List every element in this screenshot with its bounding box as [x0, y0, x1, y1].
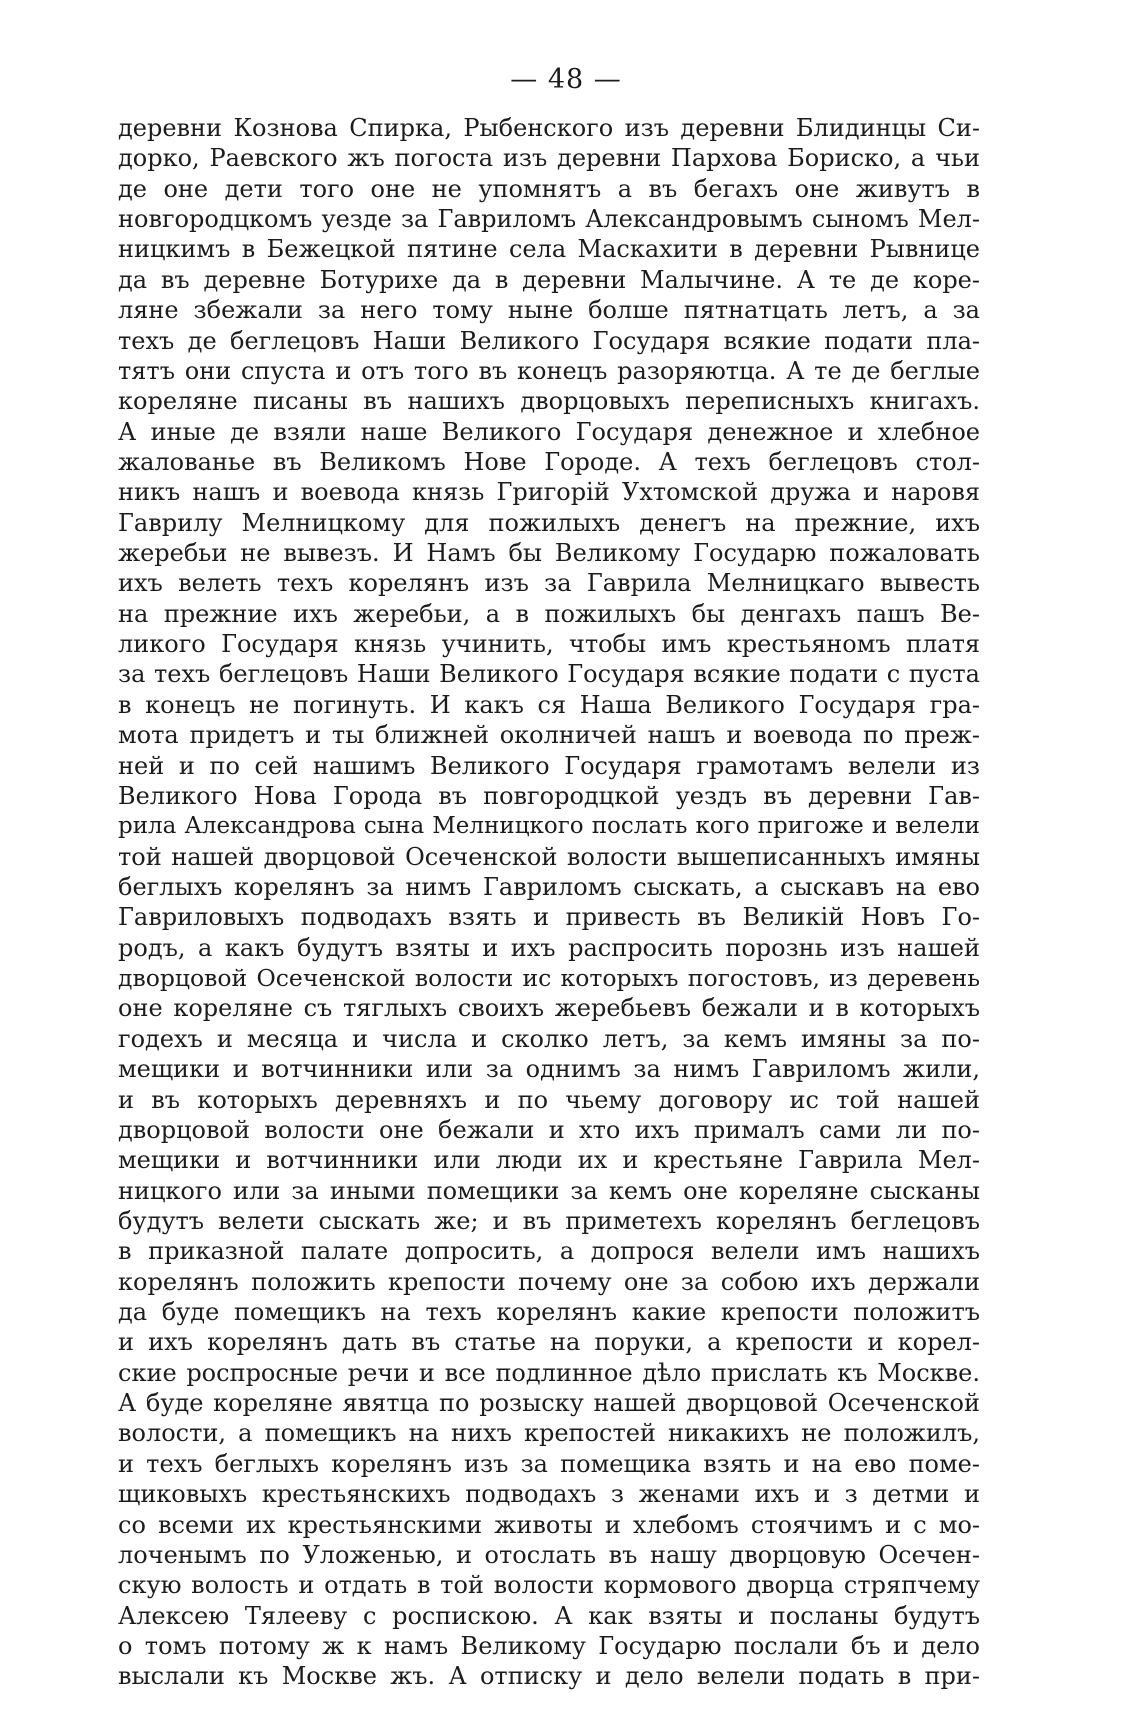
text-line: дворцовой Осеченской волости ис которыхъ погостовъ, из деревень — [118, 964, 980, 993]
page-number: — 48 — — [510, 64, 622, 95]
text-line: кореляне писаны въ нашихъ дворцовыхъ переписныхъ книгахъ. — [118, 387, 980, 416]
text-line: ские роспросные речи и все подлинное дѣло прислать къ Москве. — [118, 1358, 980, 1387]
text-line: ней и по сей нашимъ Великого Государя грамотамъ велели из — [118, 751, 980, 780]
text-line: со всеми их крестьянскими животы и хлебомъ стоячимъ и с мо- — [118, 1510, 980, 1539]
text-line: и ихъ корелянъ дать въ статье на поруки, а крепости и корел- — [118, 1328, 980, 1357]
text-line: и въ которыхъ деревняхъ и по чьему договору ис той нашей — [118, 1085, 980, 1114]
text-line: мещики и вотчинники или люди их и крестьяне Гаврила Мел- — [118, 1146, 980, 1175]
text-line: и техъ беглыхъ корелянъ изъ за помещика взять и на ево поме- — [118, 1449, 980, 1478]
text-line: лоченымъ по Уложенью, и отослать въ нашу дворцовую Осечен- — [118, 1540, 980, 1569]
text-line: ликого Государя князь учинить, чтобы имъ крестьяномъ платя — [118, 630, 980, 659]
text-line: годехъ и месяца и числа и сколко летъ, за кемъ имяны за по- — [118, 1024, 980, 1053]
text-line: дорко, Раевского жъ погоста изъ деревни Пархова Бориско, а чьи — [118, 144, 980, 173]
body-text — [118, 113, 980, 1692]
text-line: тятъ они спуста и отъ того въ конецъ разоряютца. А те де беглые — [118, 356, 980, 385]
text-line: оне кореляне съ тяглыхъ своихъ жеребьевъ бежали и в которыхъ — [118, 994, 980, 1023]
text-line: волости, а помещикъ на нихъ крепостей никакихъ не положилъ, — [118, 1419, 980, 1448]
text-line: да буде помещикъ на техъ корелянъ какие крепости положитъ — [118, 1298, 980, 1327]
text-line: ляне збежали за него тому ныне болше пятнатцать летъ, а за — [118, 296, 980, 325]
text-line: мота придетъ и ты ближней околничей нашъ и воевода по преж- — [118, 721, 980, 750]
text-line: А буде кореляне явятца по розыску нашей дворцовой Осеченской — [118, 1389, 980, 1418]
text-line: Великого Нова Города въ повгородцкой уездъ въ деревни Гав- — [118, 781, 980, 810]
text-line: выслали къ Москве жъ. А отписку и дело велели подать в при- — [118, 1662, 980, 1691]
text-line: Алексею Тялееву с роспискою. А как взяты и посланы будутъ — [118, 1601, 980, 1630]
text-line: на прежние ихъ жеребьи, а в пожилыхъ бы денгахъ пашъ Ве- — [118, 599, 980, 628]
text-line: жалованье въ Великомъ Нове Городе. А техъ беглецовъ стол- — [118, 447, 980, 476]
text-line: родъ, а какъ будутъ взяты и ихъ распросить порознь изъ нашей — [118, 933, 980, 962]
text-line: дворцовой волости оне бежали и хто ихъ прималъ сами ли по- — [118, 1115, 980, 1144]
text-line: корелянъ положить крепости почему оне за собою ихъ держали — [118, 1267, 980, 1296]
text-line: де оне дети того оне не упомнятъ а въ бегахъ оне живутъ в — [118, 174, 980, 203]
text-line: мещики и вотчинники или за однимъ за нимъ Гавриломъ жили, — [118, 1055, 980, 1084]
text-line: техъ де беглецовъ Наши Великого Государя всякие подати пла- — [118, 326, 980, 355]
text-line: в конецъ не погинуть. И какъ ся Наша Великого Государя гра- — [118, 690, 980, 719]
text-line: жеребьи не вывезъ. И Намъ бы Великому Государю пожаловать — [118, 539, 980, 568]
text-line: никъ нашъ и воевода князь Григорій Ухтомской дружа и наровя — [118, 478, 980, 507]
text-line: да въ деревне Ботурихе да в деревни Малычине. А те де коре- — [118, 265, 980, 294]
text-line: А иные де взяли наше Великого Государя денежное и хлебное — [118, 417, 980, 446]
text-line: ницкимъ в Бежецкой пятине села Маскахити в деревни Рывнице — [118, 235, 980, 264]
text-line: в приказной палате допросить, а допрося велели имъ нашихъ — [118, 1237, 980, 1266]
text-line: за техъ беглецовъ Наши Великого Государя всякие подати с пуста — [118, 660, 980, 689]
text-line: щиковыхъ крестьянскихъ подводахъ з женами ихъ и з детми и — [118, 1480, 980, 1509]
text-line: деревни Кознова Спирка, Рыбенского изъ деревни Блидинцы Си- — [118, 114, 980, 142]
text-line: беглыхъ корелянъ за нимъ Гавриломъ сыскать, а сыскавъ на ево — [118, 872, 980, 901]
text-line: Гаврилу Мелницкому для пожилыхъ денегъ на прежние, ихъ — [118, 508, 980, 537]
text-line: той нашей дворцовой Осеченской волости вышеписанныхъ имяны — [118, 842, 980, 871]
text-line: Гавриловыхъ подводахъ взять и привесть въ Великій Новъ Го- — [118, 903, 980, 932]
text-line: ницкого или за иными помещики за кемъ оне кореляне сысканы — [118, 1176, 980, 1205]
text-line: новгородцкомъ уезде за Гавриломъ Александровымъ сыномъ Мел- — [118, 205, 980, 234]
text-line: будутъ велети сыскать же; и въ приметехъ корелянъ беглецовъ — [118, 1206, 980, 1235]
text-line: рила Александрова сына Мелницкого послать кого пригоже и велели — [118, 813, 980, 840]
text-line: о томъ потому ж к намъ Великому Государю послали бъ и дело — [118, 1631, 980, 1660]
text-line: скую волость и отдать в той волости кормового дворца стряпчему — [118, 1571, 980, 1600]
text-line: ихъ велеть техъ корелянъ изъ за Гаврила Мелницкаго вывесть — [118, 569, 980, 598]
